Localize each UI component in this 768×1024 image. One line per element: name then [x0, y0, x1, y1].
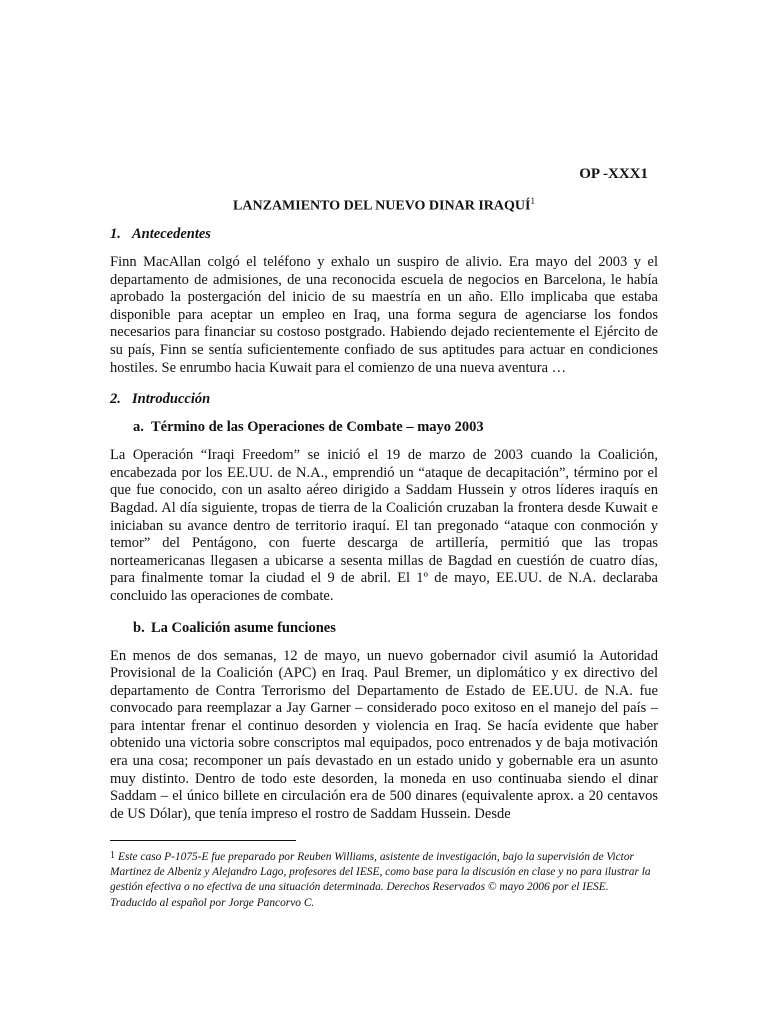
document-body	[110, 226, 658, 837]
subsection-title: La Coalición asume funciones	[151, 619, 336, 636]
footnote	[110, 848, 658, 911]
subsection-title: Término de las Operaciones de Combate – mayo 2003	[151, 419, 484, 436]
document-title	[110, 196, 658, 215]
paragraph-coalicion: En menos de dos semanas, 12 de mayo, un nuevo gobernador civil asumió la Autoridad Provisional de la Coalición (APC) en Iraq. Paul Bremer, un diplomático y ex directivo del departamento de Contra Terrorismo del Departamento de Estado de EE.UU. de N.A. fue convocado para reemplazar a Jay Garner – considerado poco exitoso en el manejo del país – para intentar frenar el continuo desorden y violencia en Iraq. Se hacía evidente que haber obtenido una victoria sobre conscriptos mal equipados, poco entrenados y de baja motivación era una cosa; recomponer un país devastado en un estado unido y gobernable era un asunto muy distinto. Dentro de todo este desorden, la moneda en uso continuaba siendo el dinar Saddam – el único billete en circulación era de 500 dinares (equivalente aprox. a 20 centavos de US Dólar), que tenía impreso el rostro de Saddam Hussein. Desde	[110, 647, 658, 822]
document-code: OP -XXX1	[579, 166, 648, 182]
section-title: Antecedentes	[132, 226, 211, 242]
footnote-divider	[110, 840, 296, 841]
subsection-letter: b.	[133, 619, 145, 636]
subsection-heading-coalicion	[133, 620, 658, 637]
section-number: 2.	[110, 391, 121, 408]
title-text: LANZAMIENTO DEL NUEVO DINAR IRAQUÍ	[233, 198, 531, 214]
title-footnote-mark[interactable]: 1	[530, 196, 535, 206]
section-title: Introducción	[132, 391, 211, 408]
section-heading-introduccion	[110, 391, 658, 408]
paragraph-antecedentes: Finn MacAllan colgó el teléfono y exhalo un suspiro de alivio. Era mayo del 2003 y el departamento de admisiones, de una reconocida escuela de negocios en Barcelona, le había aprobado la postergación del inicio de su maestría en un año. Ello implicaba que estaba disponible para aceptar un empleo en Iraq, una forma segura de agenciarse los fondos necesarios para financiar su costoso postgrado. Habiendo dejado recientemente el Ejército de su país, Finn se sentía suficientemente confiado de sus aptitudes para actuar en condiciones hostiles. Se enrumbo hacia Kuwait para el comienzo de una nueva aventura …	[110, 254, 658, 376]
section-number: 1.	[110, 226, 121, 242]
footnote-mark: 1	[110, 850, 115, 861]
subsection-letter: a.	[133, 419, 144, 436]
footnote-text: Este caso P-1075-E fue preparado por Reuben Williams, asistente de investigación, bajo la supervisión de Victor Martinez de Albeniz y Alejandro Lago, profesores del IESE, como base para la discusión en clase y no para ilustrar la gestión efectiva o no efectiva de una situación determinada. Derechos Reservados © mayo 2006 por el IESE. Traducido al español por Jorge Pancorvo C.	[110, 851, 651, 909]
subsection-heading-termino	[133, 419, 658, 436]
paragraph-termino: La Operación “Iraqi Freedom” se inició el 19 de marzo de 2003 cuando la Coalición, encabezada por los EE.UU. de N.A., emprendió un “ataque de decapitación”, término por el que fue conocido, con un asalto aéreo dirigido a Saddam Hussein y otros líderes iraquís en Bagdad. Al día siguiente, tropas de tierra de la Coalición cruzaban la frontera desde Kuwait e iniciaban su avance dentro de territorio iraquí. El tan pregonado “ataque con conmoción y temor” del Pentágono, con fuerte descarga de artillería, permitió que las tropas norteamericanas llegasen a ubicarse a sesenta millas de Bagdad en cuestión de cuatro días, para finalmente tomar la ciudad el 9 de abril. El 1º de mayo, EE.UU. de N.A. declaraba concluido las operaciones de combate.	[110, 447, 658, 604]
section-heading-antecedentes	[110, 226, 658, 243]
